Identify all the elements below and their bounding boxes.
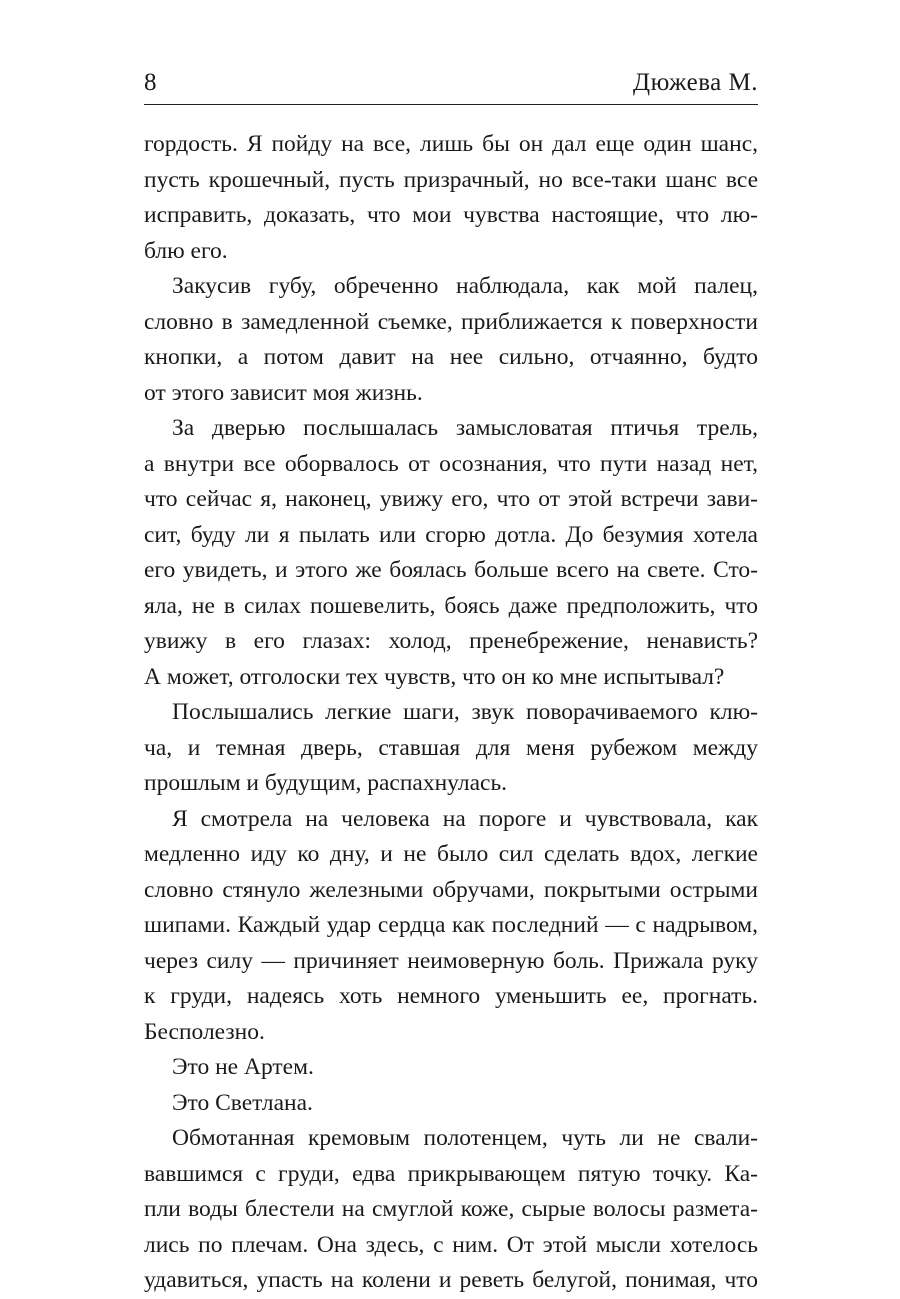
text-line: медленно иду ко дну, и не было сил сделать вдох, легкие: [144, 841, 758, 867]
page-header: [144, 68, 758, 98]
text-line: лись по плечам. Она здесь, с ним. От этой мысли хотелось: [144, 1231, 758, 1258]
text-line: через силу — причиняет неимоверную боль. Прижала руку: [144, 947, 758, 974]
text-line: шипами. Каждый удар сердца как последний — с надрывом,: [144, 912, 758, 938]
text-line: его увидеть, и этого же боялась больше всего на свете. Сто-: [144, 557, 758, 583]
text-line: Закусив губу, обреченно наблюдала, как мой палец,: [172, 273, 758, 299]
header-rule: [144, 104, 758, 105]
text-line: вавшимся с груди, едва прикрывающем пятую точку. Ка-: [144, 1160, 758, 1187]
text-line: Бесполезно.: [144, 1018, 265, 1045]
text-line: словно стянуло железными обручами, покрытыми острыми: [144, 876, 758, 903]
text-line: блю его.: [144, 237, 228, 264]
text-line: ча, и темная дверь, ставшая для меня рубежом между: [144, 734, 758, 761]
text-line: прошлым и будущим, распахнулась.: [144, 770, 508, 796]
text-line: словно в замедленной съемке, приближается к поверхности: [144, 308, 758, 335]
body-text: [144, 127, 758, 1299]
text-line: А может, отголоски тех чувств, что он ко мне испытывал?: [144, 663, 725, 690]
text-line: пусть крошечный, пусть призрачный, но все-таки шанс все: [144, 166, 758, 193]
page-number: 8: [144, 69, 157, 96]
text-line: Послышались легкие шаги, звук поворачиваемого клю-: [172, 699, 758, 725]
text-line: яла, не в силах пошевелить, боясь даже предположить, что: [144, 592, 758, 619]
text-line: кнопки, а потом давит на нее сильно, отчаянно, будто: [144, 344, 758, 370]
text-line: гордость. Я пойду на все, лишь бы он дал еще один шанс,: [144, 131, 758, 157]
text-line: увижу в его глазах: холод, пренебрежение, ненависть?: [144, 628, 758, 654]
text-line: Обмотанная кремовым полотенцем, чуть ли не свали-: [172, 1125, 758, 1151]
running-head-author: Дюжева М.: [633, 69, 758, 96]
text-line: что сейчас я, наконец, увижу его, что от этой встречи зави-: [144, 486, 758, 512]
text-line: Это не Артем.: [172, 1054, 314, 1080]
text-line: а внутри все оборвалось от осознания, что пути назад нет,: [144, 450, 758, 477]
text-line: удавиться, упасть на колени и реветь белугой, понимая, что: [144, 1267, 758, 1293]
text-line: Это Светлана.: [172, 1089, 313, 1116]
text-line: За дверью послышалась замысловатая птичья трель,: [172, 415, 758, 441]
text-line: сит, буду ли я пылать или сгорю дотла. До безумия хотела: [144, 521, 758, 548]
text-line: Я смотрела на человека на пороге и чувствовала, как: [172, 805, 758, 832]
text-line: к груди, надеясь хоть немного уменьшить ее, прогнать.: [144, 983, 758, 1009]
text-line: от этого зависит моя жизнь.: [144, 379, 423, 406]
text-line: пли воды блестели на смуглой коже, сырые волосы размета-: [144, 1196, 758, 1222]
text-line: исправить, доказать, что мои чувства настоящие, что лю-: [144, 202, 758, 228]
